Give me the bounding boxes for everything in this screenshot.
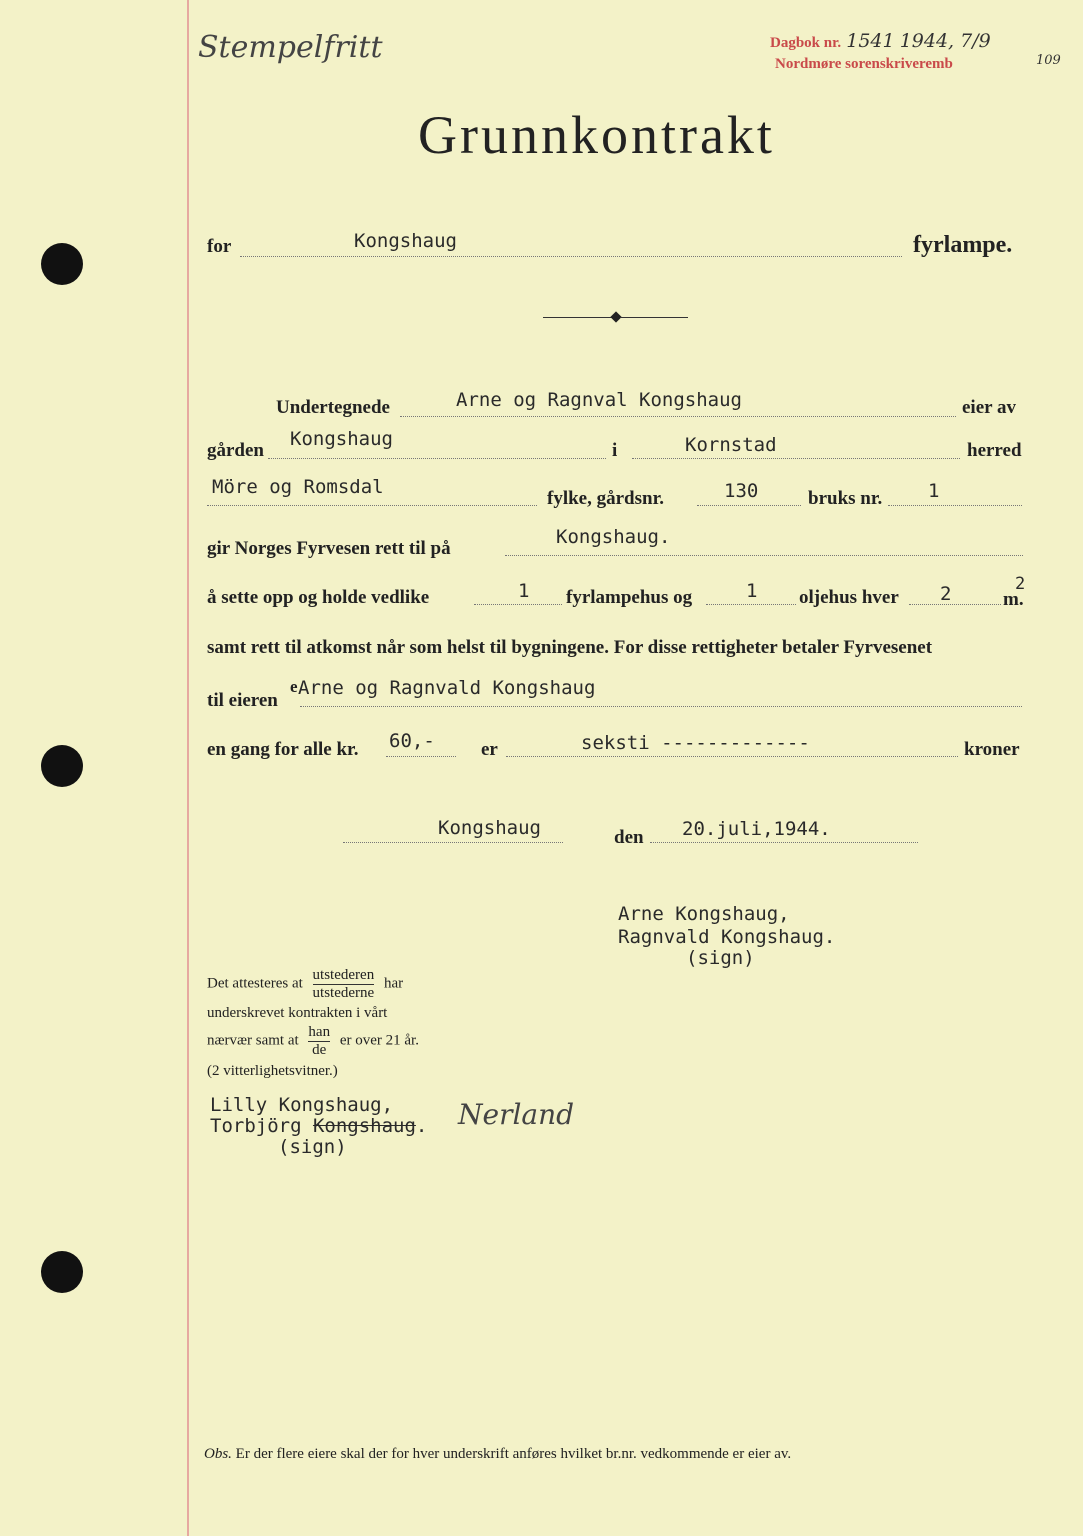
ornament-line-left: [543, 317, 613, 318]
dotted-line: [474, 604, 562, 605]
dotted-line: [650, 842, 918, 843]
dotted-line: [506, 756, 958, 757]
stamp-line2: Nordmøre sorenskriveremb: [775, 56, 953, 72]
oljehus-label: oljehus hver: [799, 587, 899, 608]
signer-1: Arne Kongshaug,: [618, 903, 790, 925]
en-gang-label: en gang for alle kr.: [207, 739, 359, 760]
dotted-line: [386, 756, 456, 757]
witness-sign: (sign): [278, 1136, 347, 1158]
witness-2-handwritten: Nerland: [458, 1098, 575, 1131]
garden-label: gården: [207, 440, 264, 461]
stamp-folio: 109: [1036, 53, 1061, 68]
attest-num-1: utstederen: [312, 967, 375, 983]
payee-value: Arne og Ragnvald Kongshaug: [298, 677, 596, 699]
herred-label: herred: [967, 440, 1022, 461]
bruksnr-value: 1: [928, 480, 940, 502]
er-label: er: [481, 739, 498, 760]
attest-line1: [207, 967, 403, 1001]
signer-sign: (sign): [686, 947, 755, 969]
margin-line: [187, 0, 189, 1536]
fyrlampehus-label: fyrlampehus og: [566, 587, 693, 608]
attest-line1-post: har: [383, 975, 404, 992]
farm-value: Kongshaug: [290, 428, 393, 450]
eier-av-label: eier av: [962, 397, 1016, 418]
fyrlampe-label: fyrlampe.: [913, 232, 1013, 258]
owners-value: Arne og Ragnval Kongshaug: [456, 389, 742, 411]
stamp-line1: Dagbok nr.: [770, 35, 842, 51]
witness-2-dot: .: [415, 1115, 428, 1137]
attest-fraction-1: [313, 967, 375, 1001]
document-title: Grunnkontrakt: [418, 105, 775, 165]
dotted-line: [268, 458, 606, 459]
lamphouses-value: 1: [518, 580, 530, 602]
punch-hole: [41, 745, 83, 787]
dotted-line: [706, 604, 796, 605]
attest-den-1: utstederne: [312, 984, 375, 1001]
amount-value: 60,-: [389, 730, 435, 752]
attest-line3-pre: nærvær samt at: [207, 1032, 299, 1049]
m2-superscript: 2: [1015, 574, 1026, 594]
attest-den-2: de: [312, 1041, 327, 1058]
til-eieren-label: til eieren: [207, 690, 278, 711]
gir-label: gir Norges Fyrvesen rett til på: [207, 538, 451, 559]
dotted-line: [300, 706, 1022, 707]
handwritten-note: Stempelfritt: [198, 30, 383, 65]
amount-words-value: seksti -------------: [581, 732, 810, 754]
dotted-line: [505, 555, 1023, 556]
oilhouses-value: 1: [746, 580, 758, 602]
obs-text: Er der flere eiere skal der for hver underskrift anføres hvilket br.nr. vedkommende er eier av.: [235, 1446, 792, 1462]
fylke-label: fylke, gårdsnr.: [547, 488, 665, 509]
attest-line1-pre: Det attesteres at: [207, 975, 303, 992]
attest-fraction-2: [308, 1024, 330, 1058]
municipality-value: Kornstad: [685, 434, 777, 456]
registry-stamp: [770, 30, 991, 52]
attest-num-2: han: [308, 1024, 331, 1040]
dotted-line: [240, 256, 902, 257]
lamp-name: Kongshaug: [354, 230, 457, 252]
undertegnede-label: Undertegnede: [276, 397, 390, 418]
stamp-dagbok-nr: 1541: [846, 30, 895, 52]
samt-line: samt rett til atkomst når som helst til bygningene. For disse rettigheter betaler Fyrvesenet: [207, 637, 933, 658]
ornament-line-right: [620, 317, 688, 318]
witness-1: Lilly Kongshaug,: [210, 1094, 394, 1116]
attest-line2: underskrevet kontrakten i vårt: [207, 1005, 388, 1021]
obs-footer: [204, 1446, 791, 1463]
den-label: den: [614, 827, 644, 848]
witness-2: [210, 1115, 427, 1137]
dotted-line: [632, 458, 960, 459]
sette-label: å sette opp og holde vedlike: [207, 587, 430, 608]
punch-hole: [41, 243, 83, 285]
sign-place-value: Kongshaug: [438, 817, 541, 839]
sign-date-value: 20.juli,1944.: [682, 818, 831, 840]
bruks-label: bruks nr.: [808, 488, 883, 509]
attest-line3: [207, 1024, 419, 1058]
attest-line4: (2 vitterlighetsvitner.): [207, 1063, 338, 1079]
attest-line3-post: er over 21 år.: [339, 1032, 419, 1049]
dotted-line: [888, 505, 1022, 506]
area-value: 2: [940, 583, 952, 605]
dotted-line: [400, 416, 956, 417]
county-value: Möre og Romsdal: [212, 476, 384, 498]
punch-hole: [41, 1251, 83, 1293]
stamp-date: 1944, 7/9: [899, 30, 991, 52]
for-label: for: [207, 236, 232, 257]
dotted-line: [343, 842, 563, 843]
dotted-line: [909, 604, 1001, 605]
witness-2-first: Torbjörg: [210, 1115, 302, 1137]
gardsnr-value: 130: [724, 480, 759, 502]
i-label: i: [612, 440, 618, 461]
witness-2-struck: Kongshaug: [312, 1115, 416, 1137]
til-eieren-sup: e: [290, 677, 298, 696]
kroner-label: kroner: [964, 739, 1020, 760]
dotted-line: [697, 505, 801, 506]
m2-label: m.: [1003, 589, 1024, 610]
dotted-line: [207, 505, 537, 506]
signer-2: Ragnvald Kongshaug.: [618, 926, 836, 948]
obs-label: Obs.: [204, 1446, 232, 1462]
place-value: Kongshaug.: [556, 526, 671, 548]
